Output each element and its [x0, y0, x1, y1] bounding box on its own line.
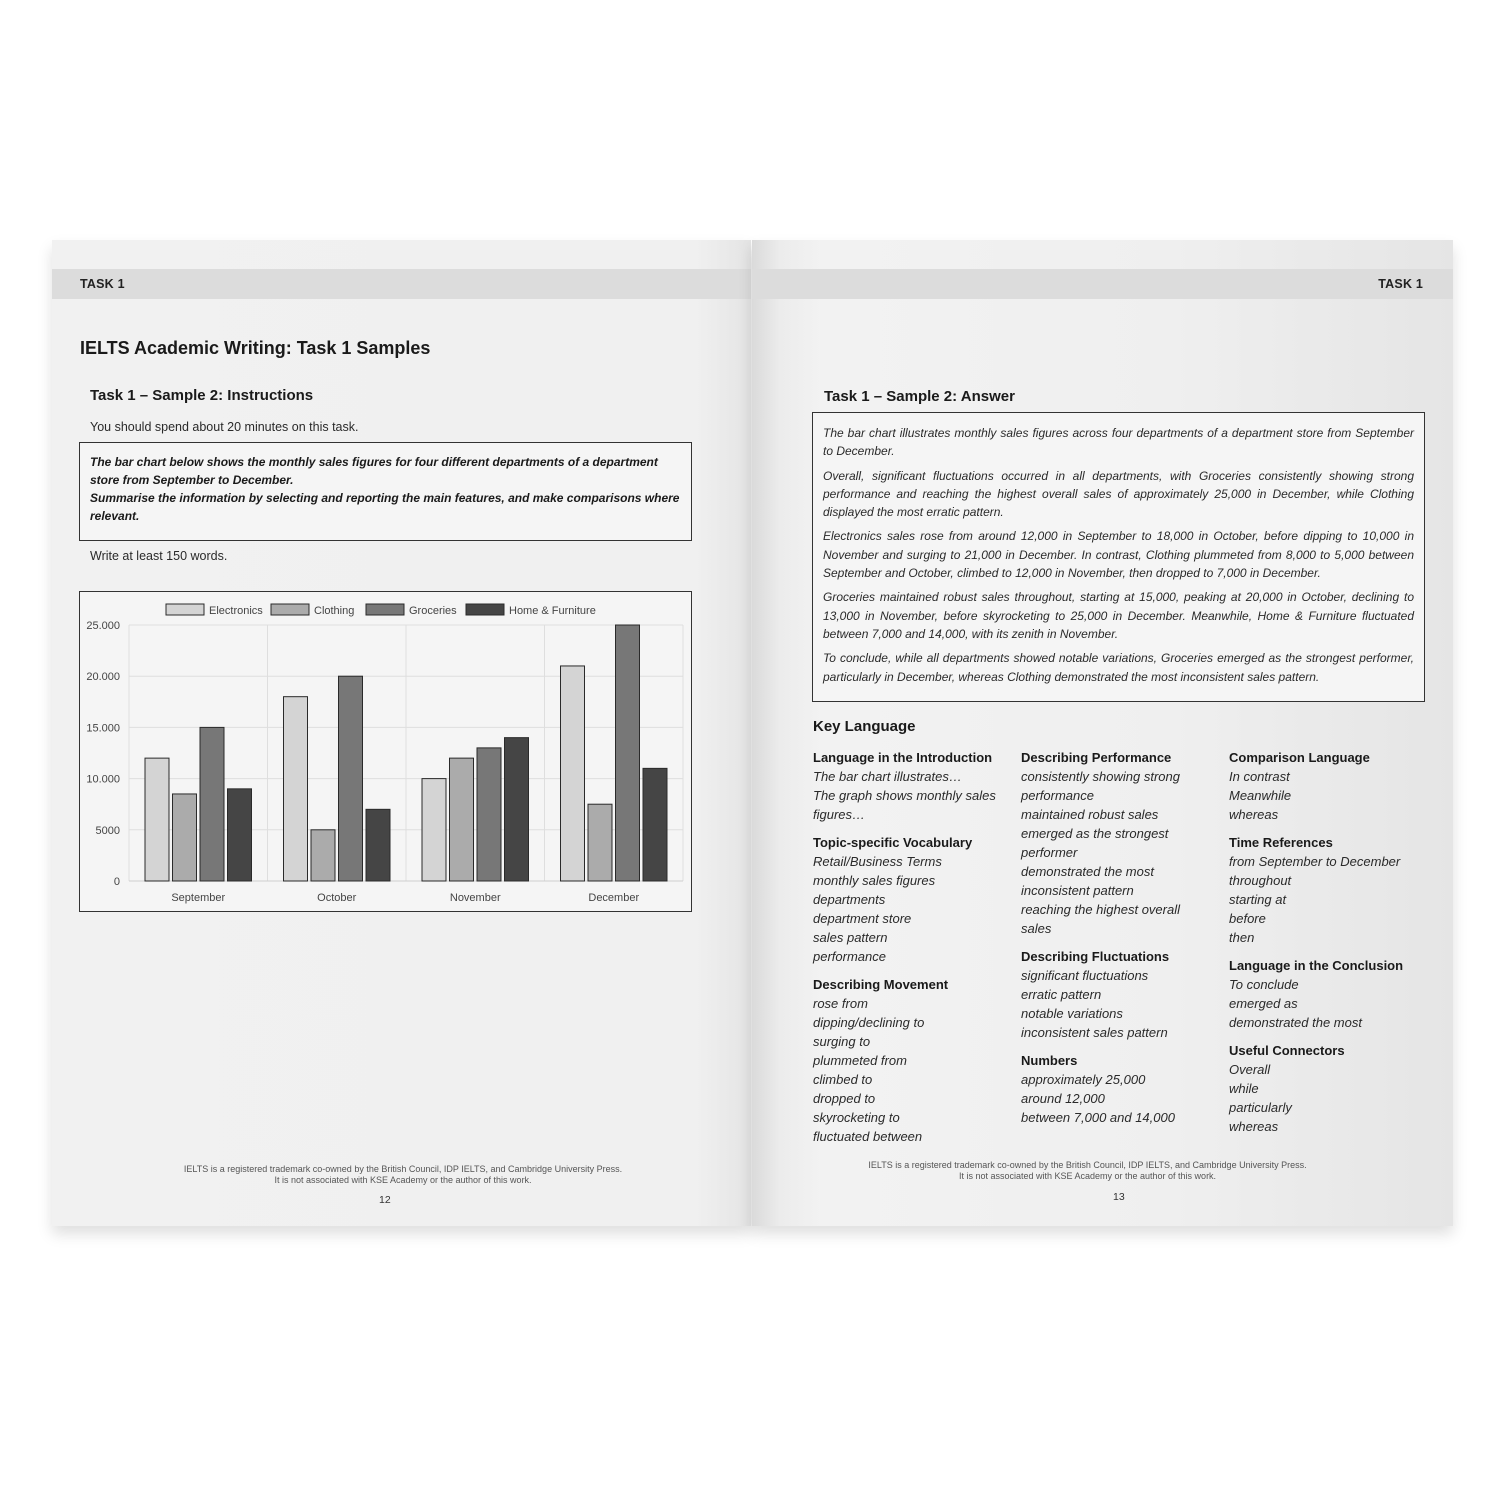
bar: [173, 794, 197, 881]
y-tick-label: 10.000: [86, 773, 120, 786]
key-language-item: erratic pattern: [1021, 987, 1102, 1002]
header-label: TASK 1: [1378, 277, 1423, 291]
bar: [643, 768, 667, 881]
key-language-item: dipping/declining to: [813, 1015, 925, 1030]
key-language-heading: Time References: [1229, 835, 1333, 850]
chart-box: [79, 591, 692, 912]
section-title: Task 1 – Sample 2: Instructions: [90, 387, 314, 404]
instruction-line: The bar chart below shows the monthly sales figures for four different departments of a department store from September to December.: [90, 455, 658, 487]
bar: [284, 697, 308, 881]
page-number: 13: [1113, 1191, 1125, 1203]
instructions-box: [79, 442, 692, 541]
header-band: [752, 269, 1453, 299]
instruction-line: Summarise the information by selecting and reporting the main features, and make comparisons where relevant.: [90, 491, 680, 523]
key-language-title: Key Language: [813, 718, 916, 735]
key-language-item: In contrast: [1229, 769, 1290, 784]
legend-label: Clothing: [314, 605, 355, 617]
section-title: Task 1 – Sample 2: Answer: [824, 388, 1015, 405]
key-language-group: [1021, 748, 1221, 938]
key-language-item: sales pattern: [813, 930, 888, 945]
key-language-heading: Numbers: [1021, 1053, 1078, 1068]
bar: [228, 789, 252, 881]
key-language-item: surging to: [813, 1034, 871, 1049]
legend-label: Groceries: [409, 605, 457, 617]
legend-swatch: [166, 604, 204, 615]
footer: [52, 1164, 751, 1186]
key-language-item: whereas: [1229, 1119, 1279, 1134]
bar: [311, 830, 335, 881]
key-language-item: starting at: [1229, 892, 1287, 907]
y-tick-label: 25.000: [86, 620, 120, 632]
key-language-item: emerged as the strongest: [1021, 826, 1169, 841]
key-language-item: sales: [1021, 921, 1052, 936]
key-language-heading: Describing Fluctuations: [1021, 949, 1170, 964]
key-language-item: around 12,000: [1021, 1091, 1105, 1106]
key-language-group: [1229, 956, 1429, 1032]
answer-paragraph: Overall, significant fluctuations occurred in all departments, with Groceries consistently showing strong performance and reaching the highest overall sales of approximately 25,000 in December, while Clothing displayed the most erratic pattern.: [823, 468, 1414, 520]
key-language-item: approximately 25,000: [1021, 1072, 1146, 1087]
answer-paragraph: The bar chart illustrates monthly sales figures across four departments of a department store from September to December.: [823, 426, 1414, 459]
key-language-item: emerged as: [1229, 996, 1298, 1011]
key-language-item: inconsistent pattern: [1021, 883, 1134, 898]
legend-label: Home & Furniture: [509, 605, 596, 617]
key-language-item: consistently showing strong: [1021, 769, 1180, 784]
key-language-item: performance: [1021, 788, 1094, 803]
key-language-item: demonstrated the most: [1021, 864, 1154, 879]
key-language-column: [813, 748, 1013, 1155]
key-language-item: To conclude: [1229, 977, 1299, 992]
x-tick-label: November: [449, 892, 501, 904]
key-language-item: dropped to: [813, 1091, 876, 1106]
key-language-item: particularly: [1229, 1100, 1292, 1115]
footer-line: It is not associated with KSE Academy or the author of this work.: [958, 1171, 1217, 1181]
x-tick-label: December: [588, 892, 640, 904]
key-language-item: figures…: [813, 807, 866, 822]
key-language-item: performance: [813, 949, 886, 964]
key-language-item: skyrocketing to: [813, 1110, 900, 1125]
left-page: [52, 240, 751, 1226]
footer-line: It is not associated with KSE Academy or the author of this work.: [274, 1175, 532, 1185]
bar: [339, 676, 363, 881]
y-tick-label: 20.000: [86, 671, 120, 684]
legend-swatch: [466, 604, 504, 615]
key-language-heading: Comparison Language: [1229, 750, 1370, 765]
key-language-item: fluctuated between: [813, 1129, 923, 1144]
x-tick-label: September: [171, 892, 226, 904]
footer-line: IELTS is a registered trademark co-owned by the British Council, IDP IELTS, and Cambridge University Press.: [183, 1164, 623, 1174]
bar: [588, 804, 612, 881]
key-language-item: whereas: [1229, 807, 1279, 822]
legend-label: Electronics: [209, 605, 263, 617]
key-language-group: [1021, 947, 1221, 1042]
key-language-heading: Topic-specific Vocabulary: [813, 835, 973, 850]
y-tick-label: 5000: [95, 824, 120, 837]
key-language-item: The bar chart illustrates…: [813, 769, 962, 784]
word-note: Write at least 150 words.: [90, 549, 228, 563]
key-language-group: [813, 833, 1013, 966]
key-language-item: then: [1229, 930, 1255, 945]
key-language-item: significant fluctuations: [1021, 968, 1149, 983]
answer-paragraph: To conclude, while all departments showed notable variations, Groceries emerged as the strongest performer, particularly in December, whereas Clothing demonstrated the most inconsistent sales pattern.: [823, 651, 1414, 684]
bar: [422, 779, 446, 881]
page-number: 12: [379, 1194, 391, 1206]
key-language-column: [1229, 748, 1429, 1145]
bar: [616, 625, 640, 881]
key-language-item: Retail/Business Terms: [813, 854, 942, 869]
key-language-heading: Describing Performance: [1021, 750, 1172, 765]
answer-box: [812, 412, 1425, 702]
key-language-item: while: [1229, 1081, 1259, 1096]
right-page: [752, 240, 1453, 1226]
key-language-group: [1229, 748, 1429, 824]
footer: [752, 1160, 1453, 1182]
key-language-item: Meanwhile: [1229, 788, 1292, 803]
key-language-item: Overall: [1229, 1062, 1271, 1077]
answer-paragraph: Electronics sales rose from around 12,000 in September to 18,000 in October, before dipping to 10,000 in November and surging to 21,000 in December. In contrast, Clothing plummeted from 8,000 to 5,000 between September and October, climbed to 12,000 in November, then dropped to 7,000 in December.: [823, 529, 1414, 581]
key-language-item: rose from: [813, 996, 868, 1011]
key-language-item: inconsistent sales pattern: [1021, 1025, 1168, 1040]
bar: [145, 758, 169, 881]
key-language-item: maintained robust sales: [1021, 807, 1159, 822]
legend-swatch: [366, 604, 404, 615]
key-language-item: before: [1229, 911, 1266, 926]
key-language-item: demonstrated the most: [1229, 1015, 1362, 1030]
page-title: IELTS Academic Writing: Task 1 Samples: [80, 338, 431, 358]
key-language-group: [1021, 1051, 1221, 1127]
bar: [477, 748, 501, 881]
key-language-item: throughout: [1229, 873, 1292, 888]
key-language-group: [813, 975, 1013, 1146]
key-language-item: departments: [813, 892, 886, 907]
x-tick-label: October: [317, 892, 357, 904]
header-band: [52, 269, 751, 299]
bar: [200, 727, 224, 881]
header-label: TASK 1: [80, 277, 125, 291]
key-language-heading: Describing Movement: [813, 977, 949, 992]
y-tick-label: 15.000: [86, 722, 120, 735]
key-language-heading: Useful Connectors: [1229, 1043, 1345, 1058]
bar: [366, 809, 390, 881]
key-language-item: from September to December: [1229, 854, 1401, 869]
legend-swatch: [271, 604, 309, 615]
bar: [505, 738, 529, 881]
key-language-heading: Language in the Conclusion: [1229, 958, 1404, 973]
bar-chart: [80, 592, 693, 913]
key-language-item: department store: [813, 911, 912, 926]
key-language-item: between 7,000 and 14,000: [1021, 1110, 1175, 1125]
key-language-item: plummeted from: [813, 1053, 907, 1068]
key-language-group: [1229, 1041, 1429, 1136]
key-language-group: [1229, 833, 1429, 947]
key-language-item: climbed to: [813, 1072, 873, 1087]
key-language-item: The graph shows monthly sales: [813, 788, 996, 803]
key-language-group: [813, 748, 1013, 824]
key-language-heading: Language in the Introduction: [813, 750, 993, 765]
y-tick-label: 0: [113, 876, 120, 888]
bar: [561, 666, 585, 881]
key-language-item: notable variations: [1021, 1006, 1123, 1021]
footer-line: IELTS is a registered trademark co-owned by the British Council, IDP IELTS, and Cambridge University Press.: [868, 1160, 1307, 1170]
time-note: You should spend about 20 minutes on this task.: [90, 420, 359, 434]
answer-paragraph: Groceries maintained robust sales throughout, starting at 15,000, peaking at 20,000 in October, declining to 13,000 in November, before skyrocketing to 25,000 in December. Meanwhile, Home & Furniture fluctuated between 7,000 and 14,000, with its zenith in November.: [823, 590, 1414, 641]
key-language-column: [1021, 748, 1221, 1136]
key-language-item: monthly sales figures: [813, 873, 936, 888]
bar: [450, 758, 474, 881]
key-language-item: performer: [1021, 845, 1078, 860]
key-language-item: reaching the highest overall: [1021, 902, 1180, 917]
